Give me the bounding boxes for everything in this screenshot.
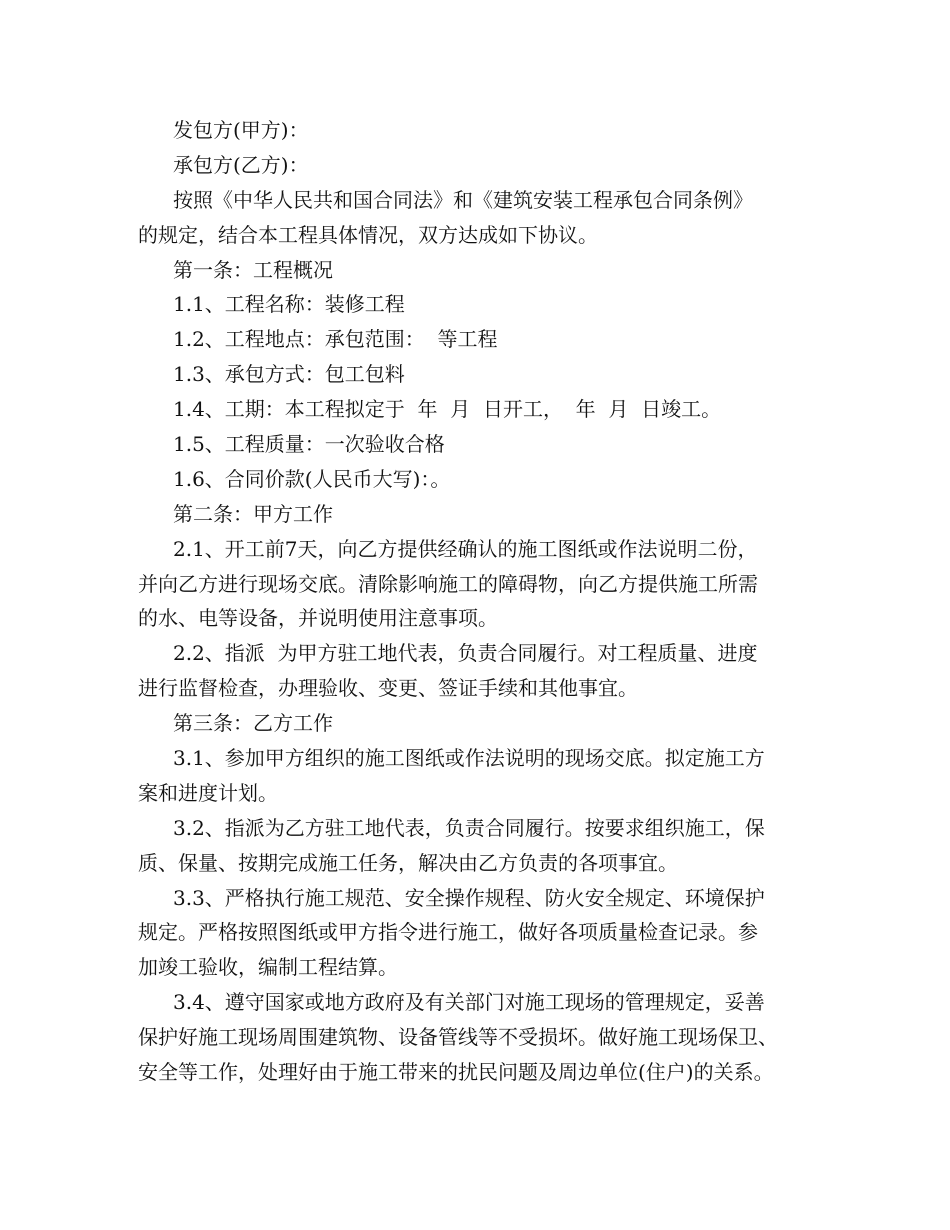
clause-3-2-line-1: 3.2、指派为乙方驻工地代表，负责合同履行。按要求组织施工，保	[173, 815, 765, 840]
clause-3-4-line-1: 3.4、遵守国家或地方政府及有关部门对施工现场的管理规定，妥善	[173, 990, 765, 1015]
article-3-heading: 第三条：乙方工作	[173, 711, 333, 736]
party-a-line: 发包方(甲方)：	[173, 118, 309, 142]
clause-3-1-line-2: 案和进度计划。	[138, 780, 278, 805]
clause-1-3: 1.3、承包方式：包工包料	[173, 362, 405, 387]
party-b-line: 承包方(乙方)：	[173, 152, 309, 177]
clause-3-2-line-2: 质、保量、按期完成施工任务，解决由乙方负责的各项事宜。	[138, 850, 678, 875]
clause-1-5: 1.5、工程质量：一次验收合格	[173, 432, 445, 457]
clause-1-2: 1.2、工程地点：承包范围： 等工程	[173, 327, 498, 352]
clause-3-3-line-1: 3.3、严格执行施工规范、安全操作规程、防火安全规定、环境保护	[173, 885, 765, 910]
contract-body	[138, 113, 828, 1090]
article-1-heading: 第一条：工程概况	[173, 257, 333, 282]
clause-2-1-line-3: 的水、电等设备，并说明使用注意事项。	[138, 606, 498, 631]
clause-2-2-line-2: 进行监督检查，办理验收、变更、签证手续和其他事宜。	[138, 676, 638, 701]
clause-2-1-line-1: 2.1、开工前7天，向乙方提供经确认的施工图纸或作法说明二份，	[173, 536, 758, 561]
article-2-heading: 第二条：甲方工作	[173, 501, 333, 526]
clause-3-3-line-2: 规定。严格按照图纸或甲方指令进行施工，做好各项质量检查记录。参	[138, 920, 758, 945]
clause-1-1: 1.1、工程名称：装修工程	[173, 292, 405, 317]
clause-3-3-line-3: 加竣工验收，编制工程结算。	[138, 955, 398, 980]
clause-3-4-line-3: 安全等工作，处理好由于施工带来的扰民问题及周边单位(住户)的关系。	[138, 1060, 774, 1085]
clause-1-6: 1.6、合同价款(人民币大写)：。	[173, 466, 451, 491]
clause-2-1-line-2: 并向乙方进行现场交底。清除影响施工的障碍物，向乙方提供施工所需	[138, 571, 758, 596]
preamble-line-1: 按照《中华人民共和国合同法》和《建筑安装工程承包合同条例》	[173, 187, 753, 212]
clause-3-1-line-1: 3.1、参加甲方组织的施工图纸或作法说明的现场交底。拟定施工方	[173, 746, 765, 771]
clause-1-4: 1.4、工期：本工程拟定于 年 月 日开工， 年 月 日竣工。	[173, 397, 722, 422]
clause-2-2-line-1: 2.2、指派 为甲方驻工地代表，负责合同履行。对工程质量、进度	[173, 641, 758, 666]
preamble-line-2: 的规定，结合本工程具体情况，双方达成如下协议。	[138, 222, 598, 247]
clause-3-4-line-2: 保护好施工现场周围建筑物、设备管线等不受损坏。做好施工现场保卫、	[138, 1025, 778, 1050]
